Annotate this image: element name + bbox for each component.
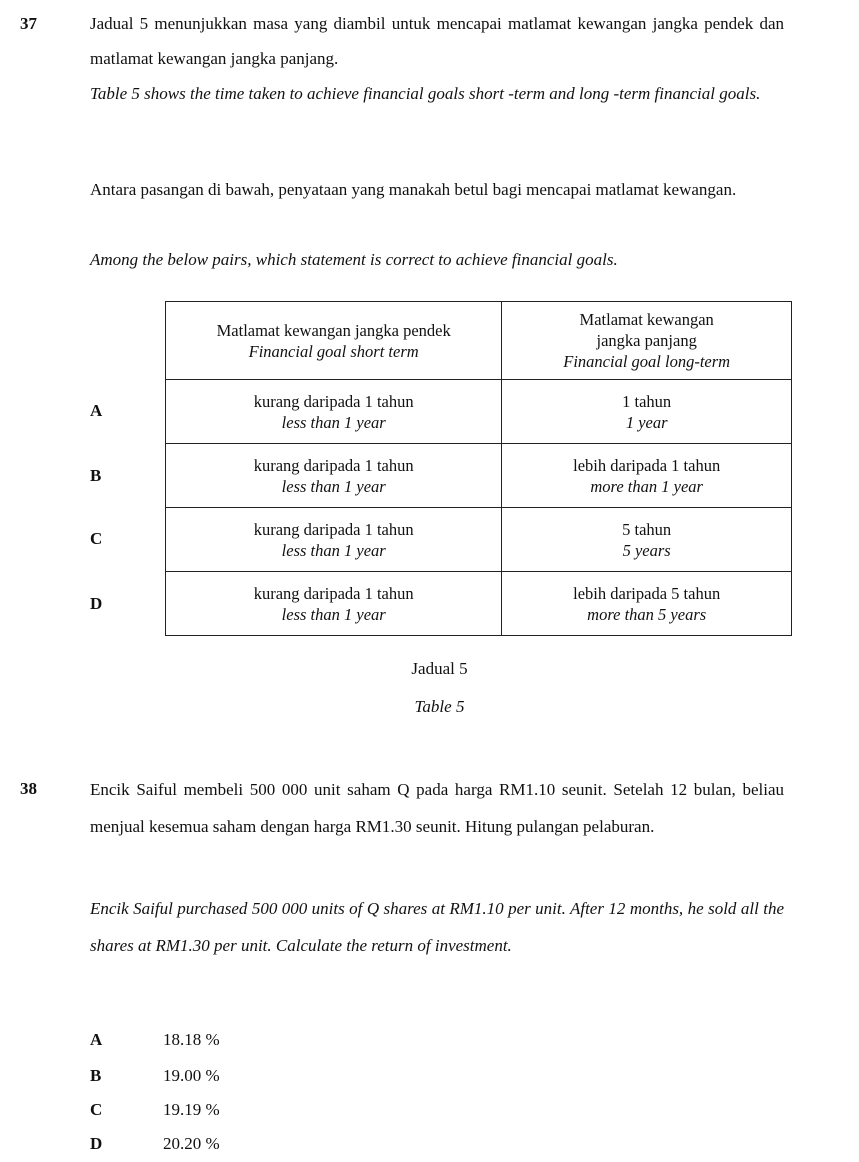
table-row xyxy=(166,444,792,508)
cell-english: more than 1 year xyxy=(590,476,703,496)
table-row xyxy=(166,572,792,636)
cell-malay: kurang daripada 1 tahun xyxy=(253,455,414,475)
answer-option[interactable] xyxy=(90,1066,220,1086)
header-long-term xyxy=(502,302,792,380)
table-cell-long xyxy=(502,380,792,444)
answer-option-value: 19.19 % xyxy=(163,1100,220,1119)
header-short-term xyxy=(166,302,502,380)
cell-english: less than 1 year xyxy=(281,476,386,496)
question-stem-malay: Encik Saiful membeli 500 000 unit saham Q pada harga RM1.10 seunit. Setelah 12 bulan, beliau menjual kesemua saham dengan harga RM1.30 seunit. Hitung pulangan pelaburan. xyxy=(90,780,784,836)
answer-option-value: 20.20 % xyxy=(163,1134,220,1153)
header-long-term-malay-2: jangka panjang xyxy=(596,331,697,350)
cell-malay: 1 tahun xyxy=(622,391,672,411)
answer-option[interactable] xyxy=(90,1134,220,1154)
question-prompt-english: Among the below pairs, which statement is correct to achieve financial goals. xyxy=(90,250,618,269)
table-cell-long xyxy=(502,572,792,636)
cell-malay: kurang daripada 1 tahun xyxy=(253,583,414,603)
answer-option-value: 19.00 % xyxy=(163,1066,220,1085)
question-number: 38 xyxy=(20,779,37,798)
answer-option-label: D xyxy=(90,1134,103,1153)
cell-malay: lebih daripada 1 tahun xyxy=(573,455,721,475)
table-header-row xyxy=(166,302,792,380)
question-stem-english: Encik Saiful purchased 500 000 units of Q shares at RM1.10 per unit. After 12 months, he sold all the shares at RM1.30 per unit. Calculate the return of investment. xyxy=(90,899,784,955)
cell-malay: 5 tahun xyxy=(622,519,672,539)
goals-table xyxy=(165,301,792,636)
cell-english: 1 year xyxy=(625,412,668,432)
header-short-term-english: Financial goal short term xyxy=(248,341,419,361)
cell-english: more than 5 years xyxy=(587,604,707,624)
table-cell-long xyxy=(502,444,792,508)
answer-option[interactable] xyxy=(90,1030,220,1050)
cell-malay: lebih daripada 5 tahun xyxy=(573,583,721,603)
header-short-term-malay: Matlamat kewangan jangka pendek xyxy=(216,320,451,340)
question-stem-malay: Jadual 5 menunjukkan masa yang diambil untuk mencapai matlamat kewangan jangka pendek dan matlamat kewangan jangka panjang. xyxy=(90,14,784,68)
table-row xyxy=(166,380,792,444)
cell-english: less than 1 year xyxy=(281,604,386,624)
answer-option-value: 18.18 % xyxy=(163,1030,220,1049)
question-number: 37 xyxy=(20,14,37,33)
table-caption-malay: Jadual 5 xyxy=(411,659,468,678)
table-cell-long xyxy=(502,508,792,572)
cell-malay: kurang daripada 1 tahun xyxy=(253,519,414,539)
option-label-d: D xyxy=(90,594,103,613)
table-cell-short xyxy=(166,572,502,636)
table-cell-short xyxy=(166,508,502,572)
answer-option-label: A xyxy=(90,1030,103,1049)
table-cell-short xyxy=(166,444,502,508)
cell-english: less than 1 year xyxy=(281,412,386,432)
question-prompt-malay: Antara pasangan di bawah, penyataan yang manakah betul bagi mencapai matlamat kewangan. xyxy=(90,180,737,199)
header-long-term-english: Financial goal long-term xyxy=(563,352,731,371)
question-stem-english: Table 5 shows the time taken to achieve financial goals short -term and long -term financial goals. xyxy=(90,84,761,103)
table-row xyxy=(166,508,792,572)
header-long-term-malay-1: Matlamat kewangan xyxy=(579,310,714,329)
cell-malay: kurang daripada 1 tahun xyxy=(253,391,414,411)
table-cell-short xyxy=(166,380,502,444)
answer-option-label: B xyxy=(90,1066,102,1085)
answer-option[interactable] xyxy=(90,1100,220,1120)
option-label-b: B xyxy=(90,466,102,485)
answer-option-label: C xyxy=(90,1100,103,1119)
option-label-a: A xyxy=(90,401,103,420)
table-caption-english: Table 5 xyxy=(414,697,465,716)
option-label-c: C xyxy=(90,529,103,548)
cell-english: less than 1 year xyxy=(281,540,386,560)
cell-english: 5 years xyxy=(622,540,671,560)
